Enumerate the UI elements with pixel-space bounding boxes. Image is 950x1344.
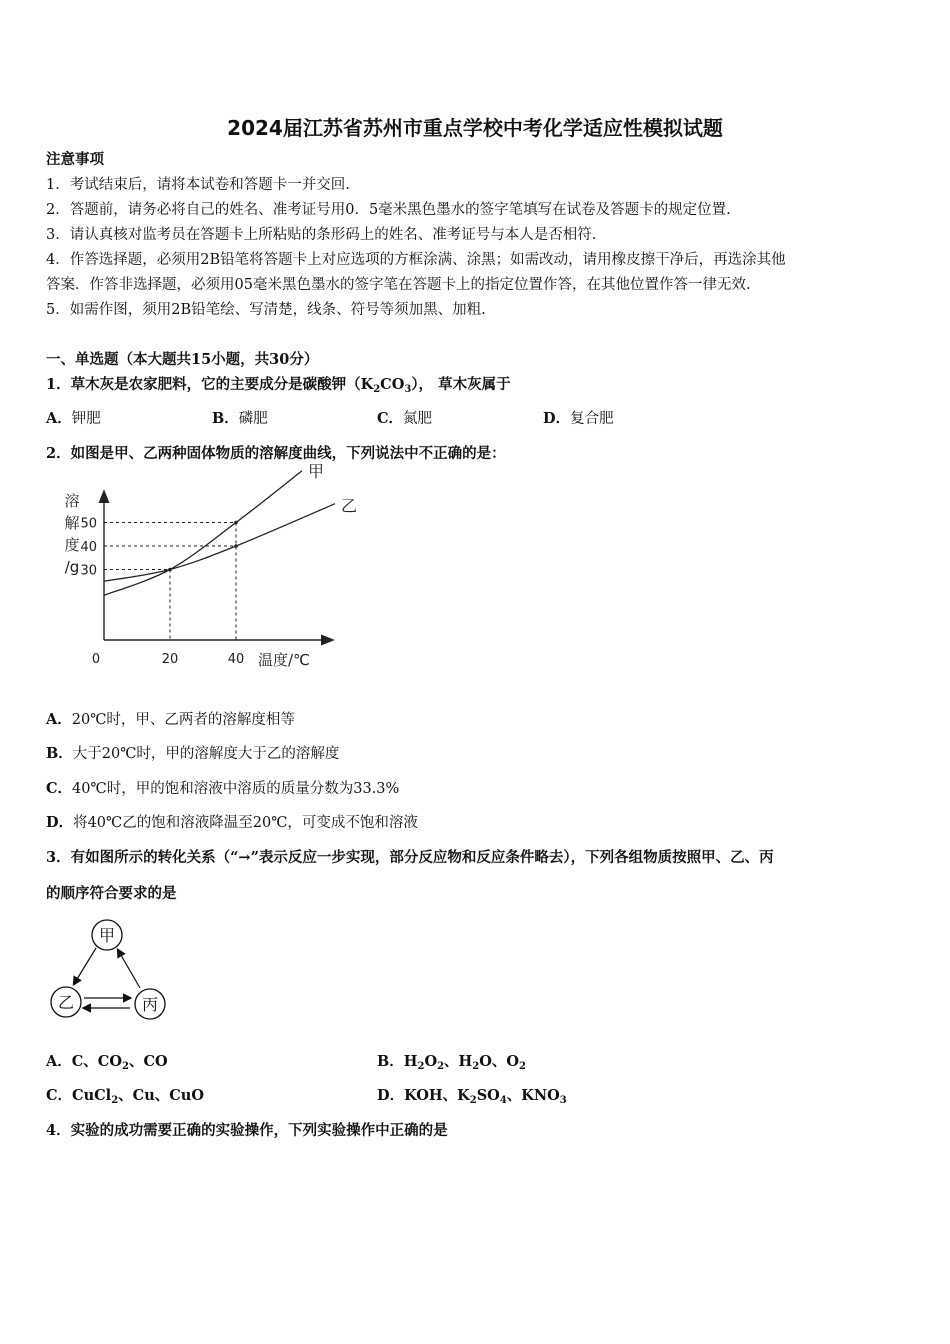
x-tick-label-0: 0 [91,652,101,667]
notice-item-5: 5．如需作图，须用2B铅笔绘、写清楚，线条、符号等须加黑、加粗. [46,302,486,318]
exam-title: 2024届江苏省苏州市重点学校中考化学适应性模拟试题 [227,116,723,140]
q3-option-a[interactable]: A．C、$CO_2$、CO [46,1053,168,1072]
q3-stem-line2: 的顺序符合要求的是 [46,885,177,902]
solubility-chart [58,461,358,674]
arrow-jia-to-yi [74,948,96,984]
y-axis-label-2: 度 [64,536,80,554]
q3-stem-line1: 3．有如图所示的转化关系（“→”表示反应一步实现，部分反应物和反应条件略去），下列各组物质按照甲、乙、丙 [46,849,774,866]
q3-option-d[interactable]: D．KOH、$K_2SO_4$、$KNO_3$ [377,1087,567,1106]
q1-sub-2: 2 [373,384,381,395]
q1-stem-a: 1．草木灰是农家肥料，它的主要成分是碳酸钾（K [46,376,374,393]
notice-item-4: 4．作答选择题，必须用2B铅笔将答题卡上对应选项的方框涂满、涂黑；如需改动，请用橡皮擦干净后，再选涂其他 [46,252,786,268]
node-bing-label: 丙 [141,995,159,1014]
data-point-2 [234,544,238,548]
series-line-yi [104,504,335,582]
q2-option-c[interactable]: C．40℃时，甲的饱和溶液中溶质的质量分数为33.3% [46,780,400,797]
x-axis-label: 温度/℃ [258,651,310,669]
data-point-0 [168,568,172,572]
q2-option-b[interactable]: B．大于20℃时，甲的溶解度大于乙的溶解度 [46,745,340,762]
q2-stem: 2．如图是甲、乙两种固体物质的溶解度曲线，下列说法中不正确的是： [46,445,506,462]
y-axis-label-0: 溶 [64,492,80,510]
q3-option-c[interactable]: C．CuCl$_2$、Cu、CuO [46,1087,204,1106]
notice-heading: 注意事项 [46,151,104,168]
q1-option-c[interactable]: C．氮肥 [377,410,433,427]
q1-stem [46,375,511,395]
y-tick-label-40: 40 [80,540,97,555]
node-yi-label: 乙 [57,993,75,1012]
q1-sub-3: 3 [404,384,412,395]
section-heading: 一、单选题（本大题共15小题，共30分） [46,351,319,368]
y-axis-label-1: 解 [64,514,80,532]
x-tick-label-20: 20 [161,652,179,667]
q1-stem-b: CO [380,376,405,393]
y-tick-label-30: 30 [80,563,97,579]
notice-item-2: 2．答题前，请务必将自己的姓名、准考证号用0．5毫米黑色墨水的签字笔填写在试卷及答题卡的规定位置. [46,202,731,218]
notice-item-3: 3．请认真核对监考员在答题卡上所粘贴的条形码上的姓名、准考证号与本人是否相符. [46,227,597,243]
arrow-bing-to-jia [118,950,140,988]
node-jia-label: 甲 [98,926,116,945]
x-tick-label-40: 40 [227,652,245,667]
q3-option-b[interactable]: B．$H_2O_2$、$H_2O$、$O_2$ [377,1053,526,1072]
q1-option-d[interactable]: D．复合肥 [543,410,614,427]
y-axis-label-3: /g [64,558,80,576]
series-label-yi: 乙 [340,496,358,516]
q1-option-a[interactable]: A．钾肥 [46,410,101,427]
y-tick-label-50: 50 [80,516,97,532]
data-point-1 [234,521,238,525]
q2-option-a[interactable]: A．20℃时，甲、乙两者的溶解度相等 [46,711,295,728]
q1-option-b[interactable]: B．磷肥 [212,410,268,427]
conversion-diagram [44,918,174,1024]
notice-item-4-cont: 答案．作答非选择题，必须用05毫米黑色墨水的签字笔在答题卡上的指定位置作答，在其他位置作答一律无效. [46,277,751,293]
series-label-jia: 甲 [307,461,325,481]
q2-option-d[interactable]: D．将40℃乙的饱和溶液降温至20℃，可变成不饱和溶液 [46,814,418,831]
q1-stem-c: ）， 草木灰属于 [411,376,511,393]
q4-stem: 4．实验的成功需要正确的实验操作，下列实验操作中正确的是 [46,1122,448,1139]
notice-item-1: 1．考试结束后，请将本试卷和答题卡一并交回. [46,177,350,193]
